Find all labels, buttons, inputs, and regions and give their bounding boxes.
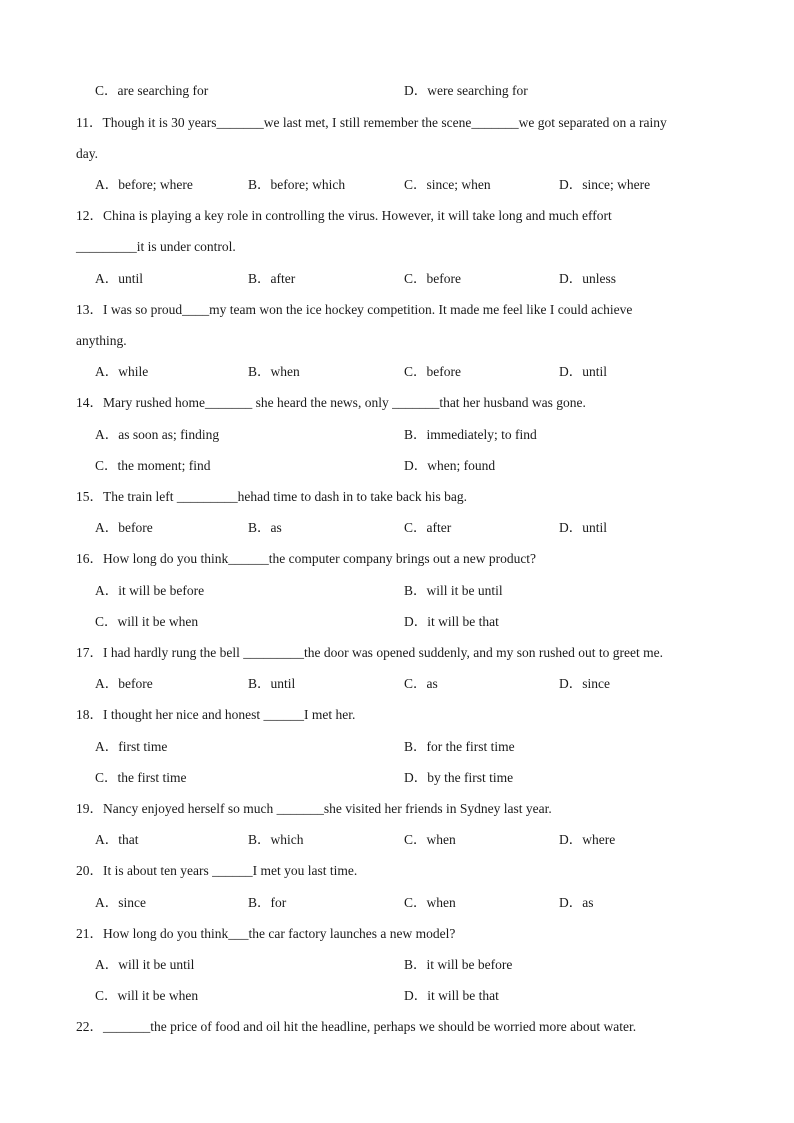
question-18-option-a[interactable]: A．first time: [95, 739, 168, 754]
question-17-option-c[interactable]: C．as: [404, 676, 438, 691]
question-11-option-b[interactable]: B．before; which: [248, 177, 346, 192]
question-19-option-d[interactable]: D．where: [559, 832, 616, 847]
question-15-option-a[interactable]: A．before: [95, 520, 153, 535]
question-17-option-a[interactable]: A．before: [95, 676, 153, 691]
question-14-option-d[interactable]: D．when; found: [404, 458, 496, 473]
question-12-stem-cont: _________it is under control.: [76, 239, 236, 254]
question-11-option-a[interactable]: A．before; where: [95, 177, 193, 192]
question-15-option-c[interactable]: C．after: [404, 520, 452, 535]
question-11-option-c[interactable]: C．since; when: [404, 177, 491, 192]
question-18-option-c[interactable]: C．the first time: [95, 770, 187, 785]
question-13-option-b[interactable]: B．when: [248, 364, 300, 379]
question-17-option-b[interactable]: B．until: [248, 676, 296, 691]
question-19-option-b[interactable]: B．which: [248, 832, 304, 847]
question-18-stem: 18．I thought her nice and honest ______I met her.: [76, 707, 356, 722]
question-14-stem: 14．Mary rushed home_______ she heard the news, only _______that her husband was gone.: [76, 395, 586, 410]
prev-option-d[interactable]: D．were searching for: [404, 83, 528, 98]
question-18-option-d[interactable]: D．by the first time: [404, 770, 514, 785]
question-21-stem: 21．How long do you think___the car factory launches a new model?: [76, 926, 456, 941]
question-16-option-b[interactable]: B．will it be until: [404, 583, 503, 598]
question-20-option-c[interactable]: C．when: [404, 895, 456, 910]
question-11-stem-cont: day.: [76, 146, 98, 161]
question-15-option-d[interactable]: D．until: [559, 520, 608, 535]
question-21-option-d[interactable]: D．it will be that: [404, 988, 499, 1003]
question-11-stem: 11．Though it is 30 years_______we last met, I still remember the scene_______we got separated on a rainy: [76, 115, 667, 130]
question-20-option-b[interactable]: B．for: [248, 895, 287, 910]
question-12-stem: 12．China is playing a key role in controlling the virus. However, it will take long and much effort: [76, 208, 612, 223]
question-21-option-a[interactable]: A．will it be until: [95, 957, 195, 972]
question-13-stem: 13．I was so proud____my team won the ice hockey competition. It made me feel like I could achieve: [76, 302, 633, 317]
prev-option-c[interactable]: C．are searching for: [95, 83, 209, 98]
question-20-stem: 20．It is about ten years ______I met you last time.: [76, 863, 358, 878]
question-19-option-a[interactable]: A．that: [95, 832, 139, 847]
question-21-option-c[interactable]: C．will it be when: [95, 988, 199, 1003]
question-15-option-b[interactable]: B．as: [248, 520, 282, 535]
question-13-option-d[interactable]: D．until: [559, 364, 608, 379]
question-18-option-b[interactable]: B．for the first time: [404, 739, 515, 754]
question-20-option-a[interactable]: A．since: [95, 895, 146, 910]
question-12-option-c[interactable]: C．before: [404, 271, 461, 286]
question-13-option-a[interactable]: A．while: [95, 364, 149, 379]
question-12-option-a[interactable]: A．until: [95, 271, 144, 286]
question-19-option-c[interactable]: C．when: [404, 832, 456, 847]
question-12-option-d[interactable]: D．unless: [559, 271, 616, 286]
question-16-option-a[interactable]: A．it will be before: [95, 583, 205, 598]
question-15-stem: 15．The train left _________hehad time to dash in to take back his bag.: [76, 489, 468, 504]
question-14-option-b[interactable]: B．immediately; to find: [404, 427, 537, 442]
question-16-stem: 16．How long do you think______the computer company brings out a new product?: [76, 551, 537, 566]
question-12-option-b[interactable]: B．after: [248, 271, 296, 286]
question-13-stem-cont: anything.: [76, 333, 127, 348]
question-16-option-d[interactable]: D．it will be that: [404, 614, 499, 629]
question-17-option-d[interactable]: D．since: [559, 676, 610, 691]
question-14-option-a[interactable]: A．as soon as; finding: [95, 427, 220, 442]
question-16-option-c[interactable]: C．will it be when: [95, 614, 199, 629]
question-19-stem: 19．Nancy enjoyed herself so much _______she visited her friends in Sydney last year.: [76, 801, 552, 816]
question-14-option-c[interactable]: C．the moment; find: [95, 458, 211, 473]
question-13-option-c[interactable]: C．before: [404, 364, 461, 379]
question-22-stem: 22．_______the price of food and oil hit the headline, perhaps we should be worried more about water.: [76, 1019, 637, 1034]
question-21-option-b[interactable]: B．it will be before: [404, 957, 513, 972]
question-11-option-d[interactable]: D．since; where: [559, 177, 651, 192]
question-17-stem: 17．I had hardly rung the bell _________the door was opened suddenly, and my son rushed out to greet me.: [76, 645, 664, 660]
question-20-option-d[interactable]: D．as: [559, 895, 594, 910]
